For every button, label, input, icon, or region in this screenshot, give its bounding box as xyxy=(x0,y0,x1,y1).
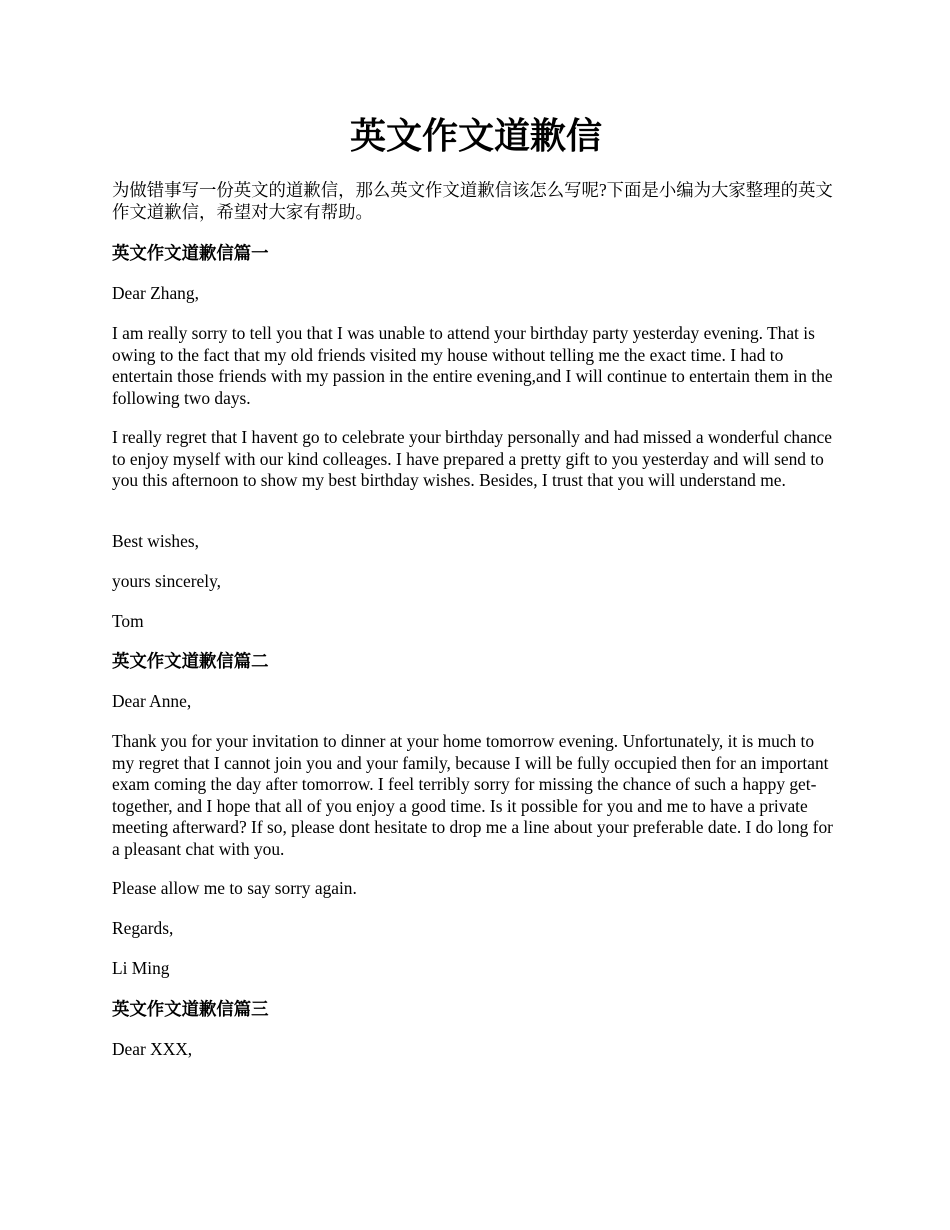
letter3-heading: 英文作文道歉信篇三 xyxy=(112,999,269,1019)
letter2-signature: Li Ming xyxy=(112,958,170,978)
letter1-paragraph-1: I am really sorry to tell you that I was unable to attend your birthday party yesterday evening. That is owing to the fact that my old friends visited my house without telling me the exact time. I had to entertain those friends with my passion in the entire evening,and I will continue to entertain them in the following two days. xyxy=(112,323,833,408)
letter2-closing: Regards, xyxy=(112,918,174,938)
intro-paragraph: 为做错事写一份英文的道歉信，那么英文作文道歉信该怎么写呢?下面是小编为大家整理的英文作文道歉信，希望对大家有帮助。 xyxy=(112,180,833,222)
letter1-signature: Tom xyxy=(112,611,144,631)
letter3-salutation: Dear XXX, xyxy=(112,1039,193,1059)
letter1-paragraph-2: I really regret that I havent go to celebrate your birthday personally and had missed a wonderful chance to enjoy myself with our kind colleages. I have prepared a pretty gift to you yesterday and will send to you this afternoon to show my best birthday wishes. Besides, I trust that you will understand me. xyxy=(112,427,832,490)
letter1-heading: 英文作文道歉信篇一 xyxy=(112,243,269,263)
letter1-closing-1: Best wishes, xyxy=(112,531,199,551)
letter2-heading: 英文作文道歉信篇二 xyxy=(112,651,269,671)
letter1-closing-2: yours sincerely, xyxy=(112,571,221,591)
letter2-paragraph-1: Thank you for your invitation to dinner at your home tomorrow evening. Unfortunately, it is much to my regret that I cannot join you and your family, because I will be fully occupied then for an important exam coming the day after tomorrow. I feel terribly sorry for missing the chance of such a happy get-together, and I hope that all of you enjoy a good time. Is it possible for you and me to have a private meeting afterward? If so, please dont hesitate to drop me a line about your preferable date. I do long for a pleasant chat with you. xyxy=(112,731,833,859)
letter1-salutation: Dear Zhang, xyxy=(112,283,199,303)
page-title: 英文作文道歉信 xyxy=(349,116,602,156)
letter2-salutation: Dear Anne, xyxy=(112,691,192,711)
letter2-paragraph-2: Please allow me to say sorry again. xyxy=(112,878,357,898)
